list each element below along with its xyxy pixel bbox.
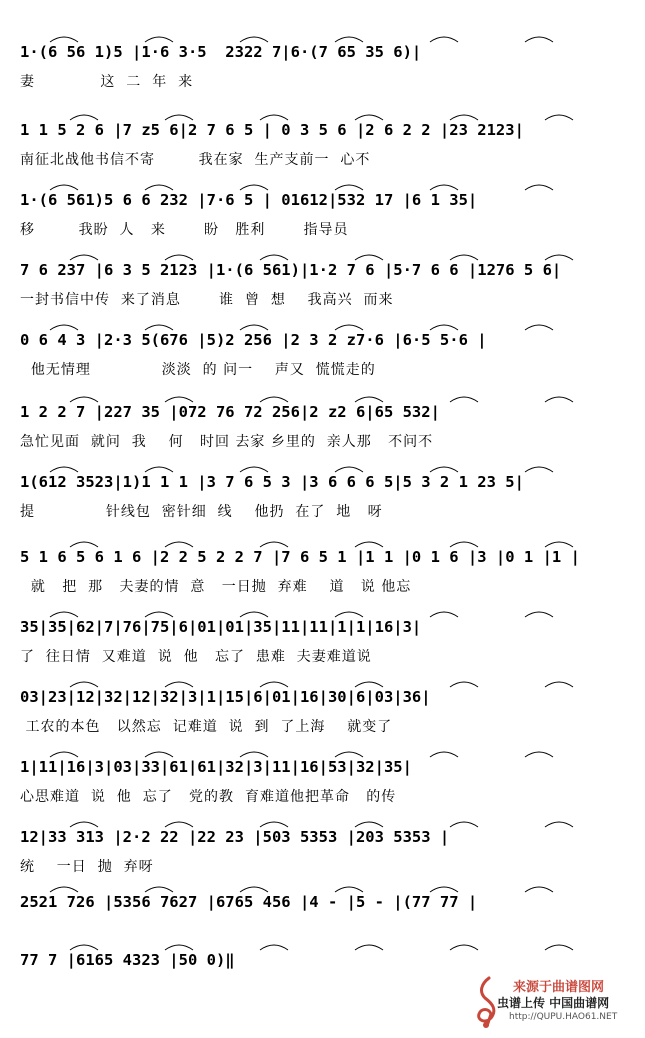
lyrics-row: 一封书信中传 来了消息 谁 曾 想 我高兴 而来	[20, 292, 394, 308]
score-line	[20, 470, 620, 522]
score-line	[20, 400, 620, 452]
lyrics-row: 工农的本色 以然忘 记难道 说 到 了上海 就变了	[20, 719, 393, 735]
score-line	[20, 545, 620, 597]
notation-row: 12|33 313 |2·2 22 |22 23 |503 5353 |203 5353 |	[20, 828, 450, 846]
lyrics-row: 急忙见面 就问 我 何 时回 去家 乡里的 亲人那 不问不	[20, 434, 434, 450]
notation-row: 03|23|12|32|12|32|3|1|15|6|01|16|30|6|03|36|	[20, 688, 431, 706]
notation-row: 1 1 5 2 6 |7 z5 6|2 7 6 5 | 0 3 5 6 |2 6 2 2 |23 2123|	[20, 121, 524, 139]
notation-row: 7 6 237 |6 3 5 2123 |1·(6 561)|1·2 7 6 |5·7 6 6 |1276 5 6|	[20, 261, 562, 279]
lyrics-row: 了 往日情 又难道 说 他 忘了 患难 夫妻难道说	[20, 649, 372, 665]
notation-row: 2521 726 |5356 7627 |6765 456 |4 - |5 - |(77 77 |	[20, 893, 478, 911]
score-line	[20, 118, 620, 170]
watermark-site: 虫谱上传 中国曲谱网	[497, 996, 610, 1010]
lyrics-row: 统 一日 抛 弃呀	[20, 859, 154, 875]
score-line	[20, 685, 620, 737]
lyrics-row: 他无情理 淡淡 的 问一 声又 慌慌走的	[20, 362, 376, 378]
notation-row: 1·(6 561)5 6 6 232 |7·6 5 | 01612|532 17 |6 1 35|	[20, 191, 478, 209]
notation-row: 77 7 |6165 4323 |50 0)‖	[20, 951, 235, 969]
lyrics-row: 就 把 那 夫妻的情 意 一日抛 弃难 道 说 他忘	[20, 579, 412, 595]
lyrics-row: 移 我盼 人 来 盼 胜利 指导员	[20, 222, 349, 238]
watermark-url: http://QUPU.HAO61.NET	[509, 1012, 618, 1022]
score-line	[20, 40, 620, 92]
notation-row: 1·(6 56 1)5 |1·6 3·5 2322 7|6·(7 65 35 6)|	[20, 43, 422, 61]
notation-row: 5 1 6 5 6 1 6 |2 2 5 2 2 7 |7 6 5 1 |1 1 |0 1 6 |3 |0 1 |1 |	[20, 548, 580, 566]
score-line	[20, 755, 620, 807]
lyrics-row	[20, 922, 620, 942]
score-line	[20, 825, 620, 877]
score-line	[20, 890, 620, 942]
notation-row: 0 6 4 3 |2·3 5(676 |5)2 256 |2 3 2 z7·6 |6·5 5·6 |	[20, 331, 487, 349]
score-line	[20, 258, 620, 310]
notation-row: 1|11|16|3|03|33|61|61|32|3|11|16|53|32|35|	[20, 758, 412, 776]
lyrics-row: 提 针线包 密针细 线 他扔 在了 地 呀	[20, 504, 383, 520]
score-line	[20, 615, 620, 667]
notation-row: 35|35|62|7|76|75|6|01|01|35|11|11|1|1|16|3|	[20, 618, 422, 636]
score-line	[20, 328, 620, 380]
notation-row: 1 2 2 7 |227 35 |072 76 72 256|2 z2 6|65 532|	[20, 403, 440, 421]
score-line	[20, 188, 620, 240]
watermark	[469, 972, 639, 1032]
watermark-source: 来源于曲谱图网	[513, 980, 605, 995]
lyrics-row: 妻 这 二 年 来	[20, 74, 194, 90]
lyrics-row: 心思难道 说 他 忘了 党的教 育难道他把革命 的传	[20, 789, 397, 805]
notation-row: 1(612 3523|1)1 1 1 |3 7 6 5 3 |3 6 6 6 5|5 3 2 1 23 5|	[20, 473, 524, 491]
lyrics-row: 南征北战他书信不寄 我在家 生产支前一 心不	[20, 152, 371, 168]
